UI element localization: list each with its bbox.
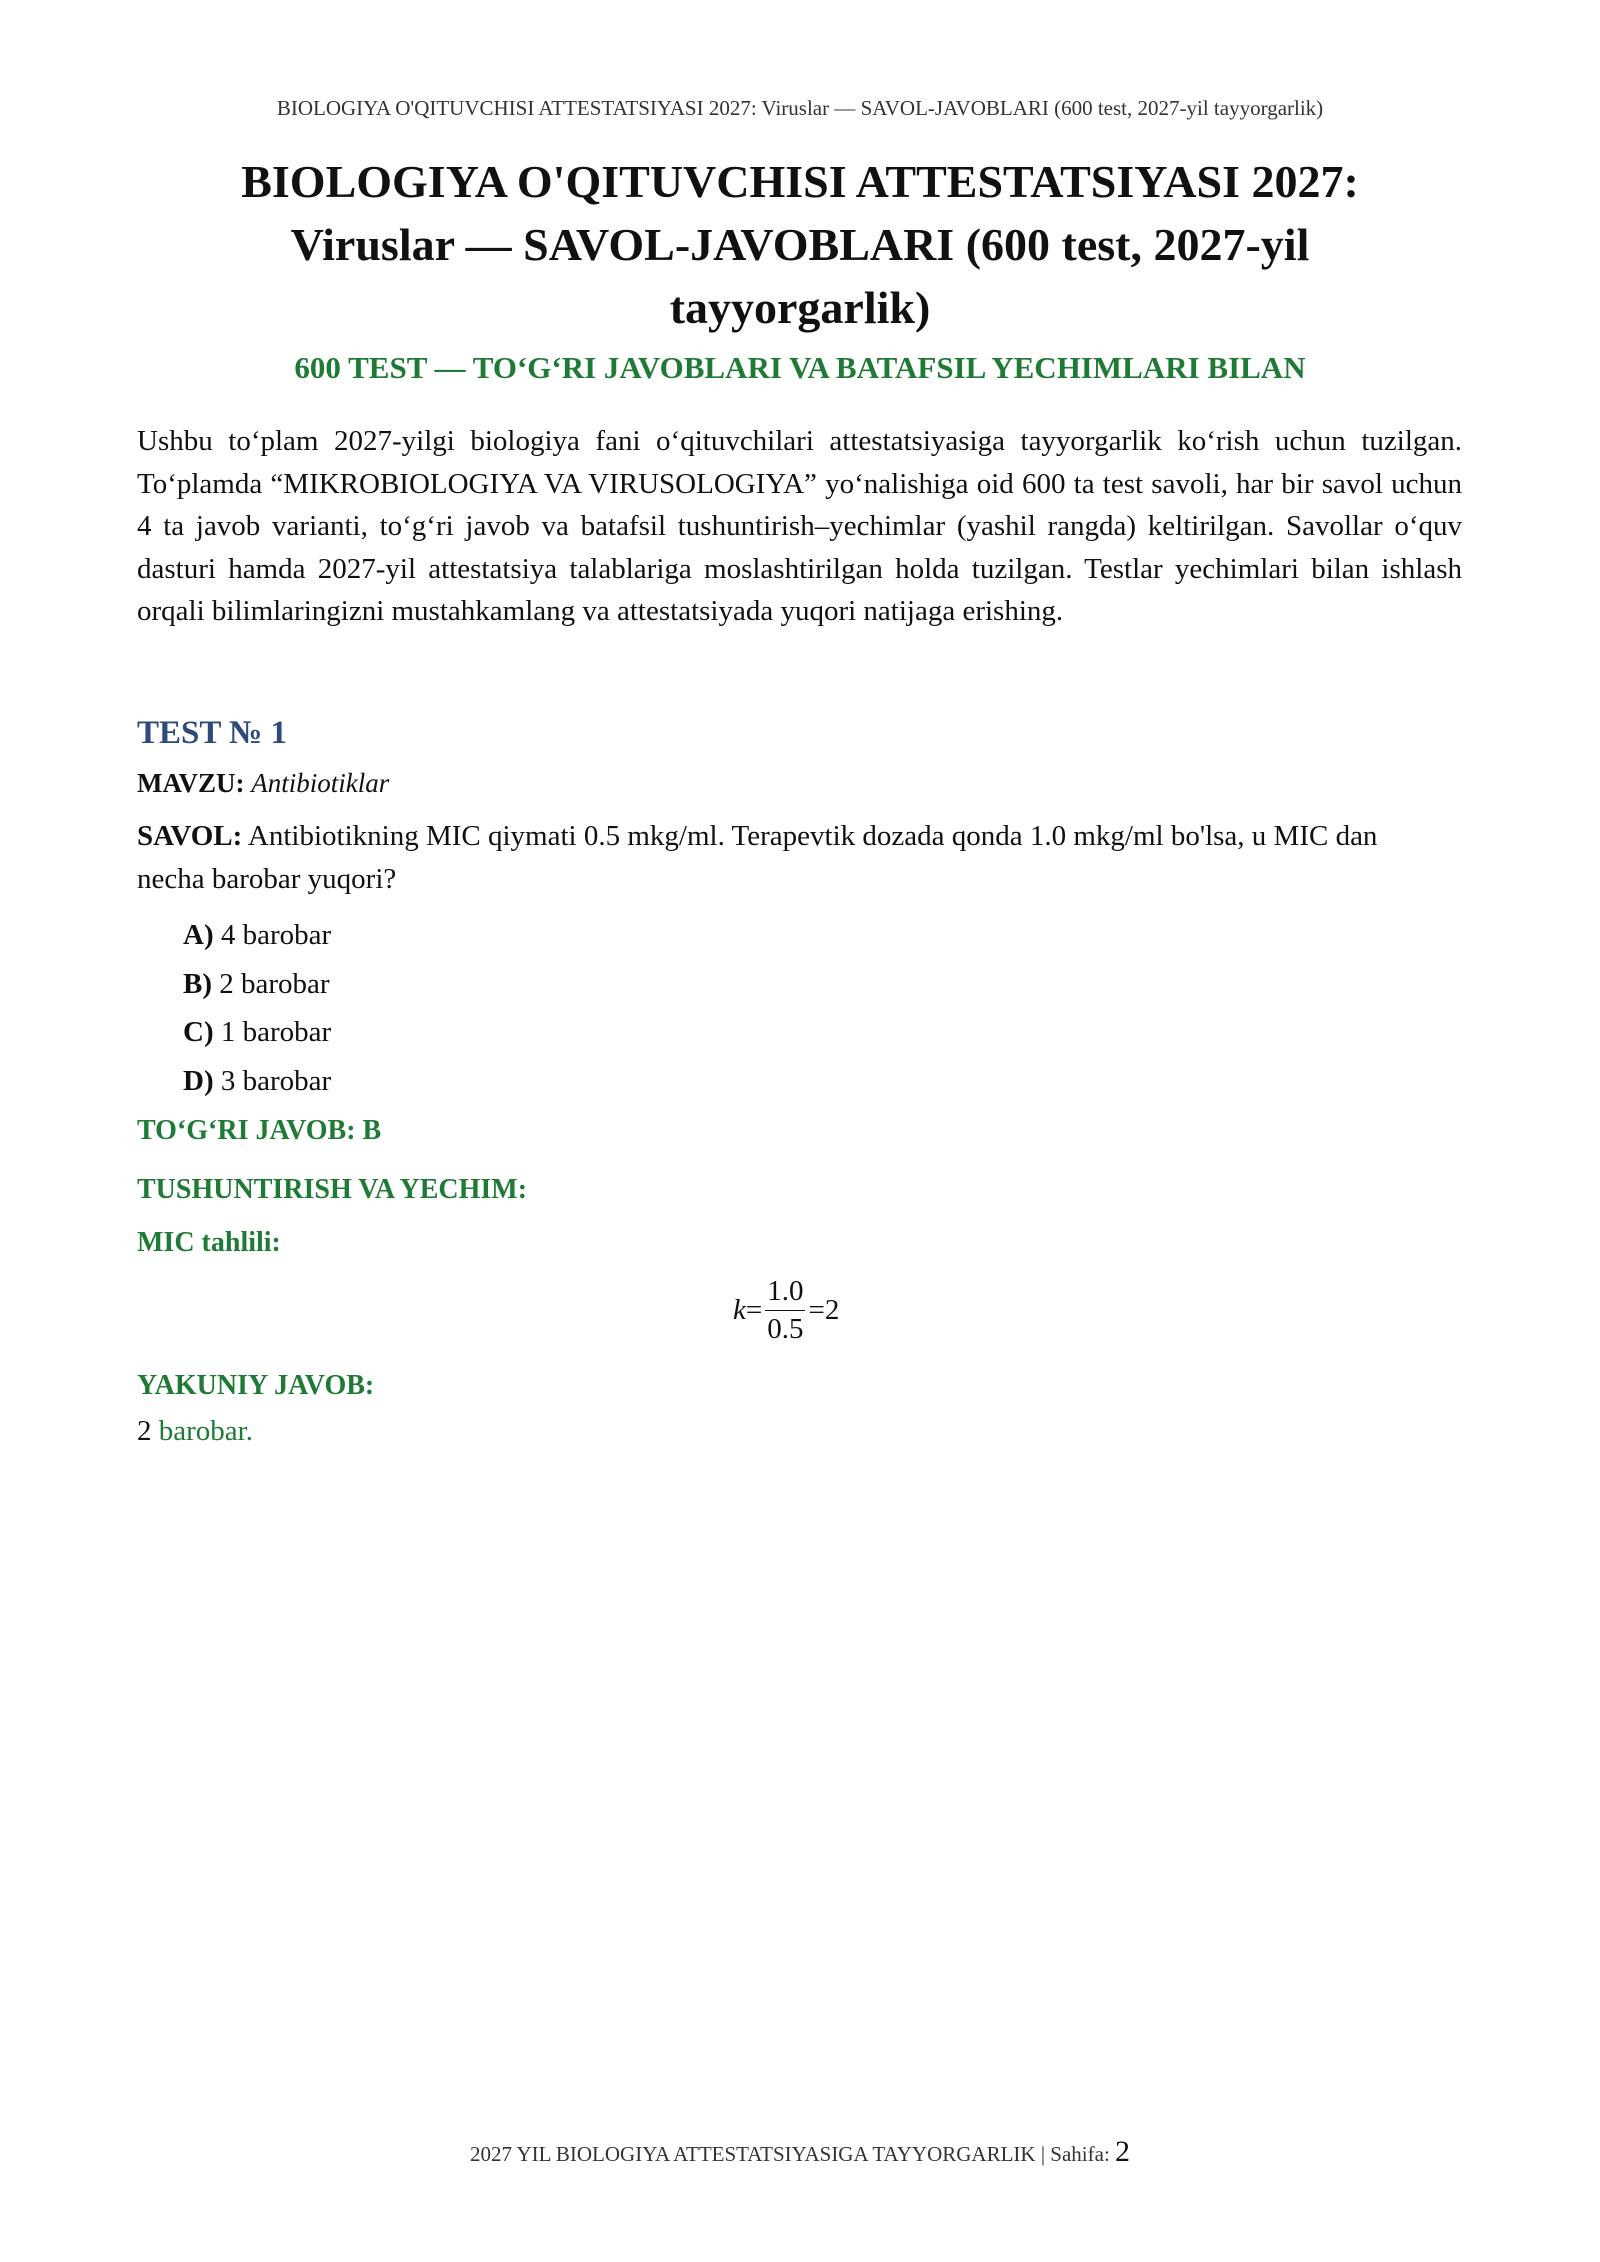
question-text: Antibiotikning MIC qiymati 0.5 mkg/ml. Terapevtik dozada qonda 1.0 mkg/ml bo'lsa, u MIC dan necha barobar yuqori? bbox=[137, 820, 1378, 895]
option-c bbox=[183, 1012, 331, 1061]
formula bbox=[733, 1275, 839, 1346]
footer-separator: | bbox=[1040, 2142, 1046, 2166]
answer-options bbox=[183, 915, 331, 1109]
formula-variable: k bbox=[733, 1294, 746, 1326]
formula-equals: = bbox=[745, 1294, 763, 1326]
final-answer bbox=[137, 1415, 253, 1448]
footer-page-number: 2 bbox=[1115, 2135, 1131, 2168]
explanation-heading: TUSHUNTIRISH VA YECHIM: bbox=[137, 1174, 528, 1205]
final-answer-value: 2 bbox=[137, 1415, 152, 1447]
final-answer-heading: YAKUNIY JAVOB: bbox=[137, 1370, 375, 1401]
option-text: 3 barobar bbox=[220, 1064, 332, 1097]
option-text: 2 barobar bbox=[219, 967, 330, 1000]
topic-label: MAVZU: bbox=[137, 768, 245, 798]
option-a bbox=[183, 915, 331, 964]
option-letter: B) bbox=[183, 967, 212, 1000]
analysis-heading: MIC tahlili: bbox=[137, 1227, 281, 1258]
question-label: SAVOL: bbox=[137, 820, 243, 852]
option-letter: D) bbox=[183, 1064, 214, 1097]
option-d bbox=[183, 1061, 331, 1110]
footer-text: 2027 YIL BIOLOGIYA ATTESTATSIYASIGA TAYYORGARLIK bbox=[469, 2142, 1036, 2166]
correct-answer: TO‘G‘RI JAVOB: B bbox=[137, 1115, 382, 1146]
formula-equals-2: = bbox=[808, 1294, 825, 1326]
formula-numerator: 1.0 bbox=[765, 1275, 805, 1311]
title-line-2: Viruslar — SAVOL-JAVOBLARI (600 test, 2027-yil bbox=[290, 219, 1310, 270]
option-text: 4 barobar bbox=[220, 919, 332, 951]
option-letter: A) bbox=[183, 919, 214, 951]
page-footer bbox=[0, 2135, 1600, 2169]
final-answer-unit: barobar. bbox=[158, 1415, 253, 1447]
test-heading: TEST № 1 bbox=[137, 715, 287, 751]
option-letter: C) bbox=[183, 1016, 214, 1048]
document-title bbox=[180, 150, 1420, 339]
option-b bbox=[183, 964, 331, 1013]
formula-result: 2 bbox=[824, 1294, 840, 1326]
title-line-1: BIOLOGIYA O'QITUVCHISI ATTESTATSIYASI 2027: bbox=[241, 156, 1359, 207]
footer-page-label: Sahifa: bbox=[1050, 2142, 1110, 2166]
intro-paragraph: Ushbu to‘plam 2027-yilgi biologiya fani o‘qituvchilari attestatsiyasiga tayyorgarlik ko‘rish uchun tuzilgan. To‘plamda “MIKROBIOLOGIYA VA VIRUSOLOGIYA” yo‘nalishiga oid 600 ta test savoli, har bir savol uchun 4 ta javob varianti, to‘g‘ri javob va batafsil tushuntirish–yechimlar (yashil rangda) keltirilgan. Savollar o‘quv dasturi hamda 2027-yil attestatsiya talablariga moslashtirilgan holda tuzilgan. Testlar yechimlari bilan ishlash orqali bilimlaringizni mustahkamlang va attestatsiyada yuqori natijaga erishing. bbox=[137, 425, 1462, 628]
formula-denominator: 0.5 bbox=[767, 1313, 804, 1345]
running-header: BIOLOGIYA O'QITUVCHISI ATTESTATSIYASI 2027: Viruslar — SAVOL-JAVOBLARI (600 test, 2027-yil tayyorgarlik) bbox=[276, 96, 1324, 120]
document-subtitle: 600 TEST — TO‘G‘RI JAVOBLARI VA BATAFSIL YECHIMLARI BILAN bbox=[294, 350, 1306, 385]
title-line-3: tayyorgarlik) bbox=[669, 282, 931, 333]
question bbox=[137, 815, 1437, 901]
topic-value: Antibiotiklar bbox=[251, 768, 390, 798]
formula-fraction bbox=[765, 1275, 805, 1346]
topic-line bbox=[137, 768, 389, 799]
option-text: 1 barobar bbox=[220, 1016, 332, 1048]
